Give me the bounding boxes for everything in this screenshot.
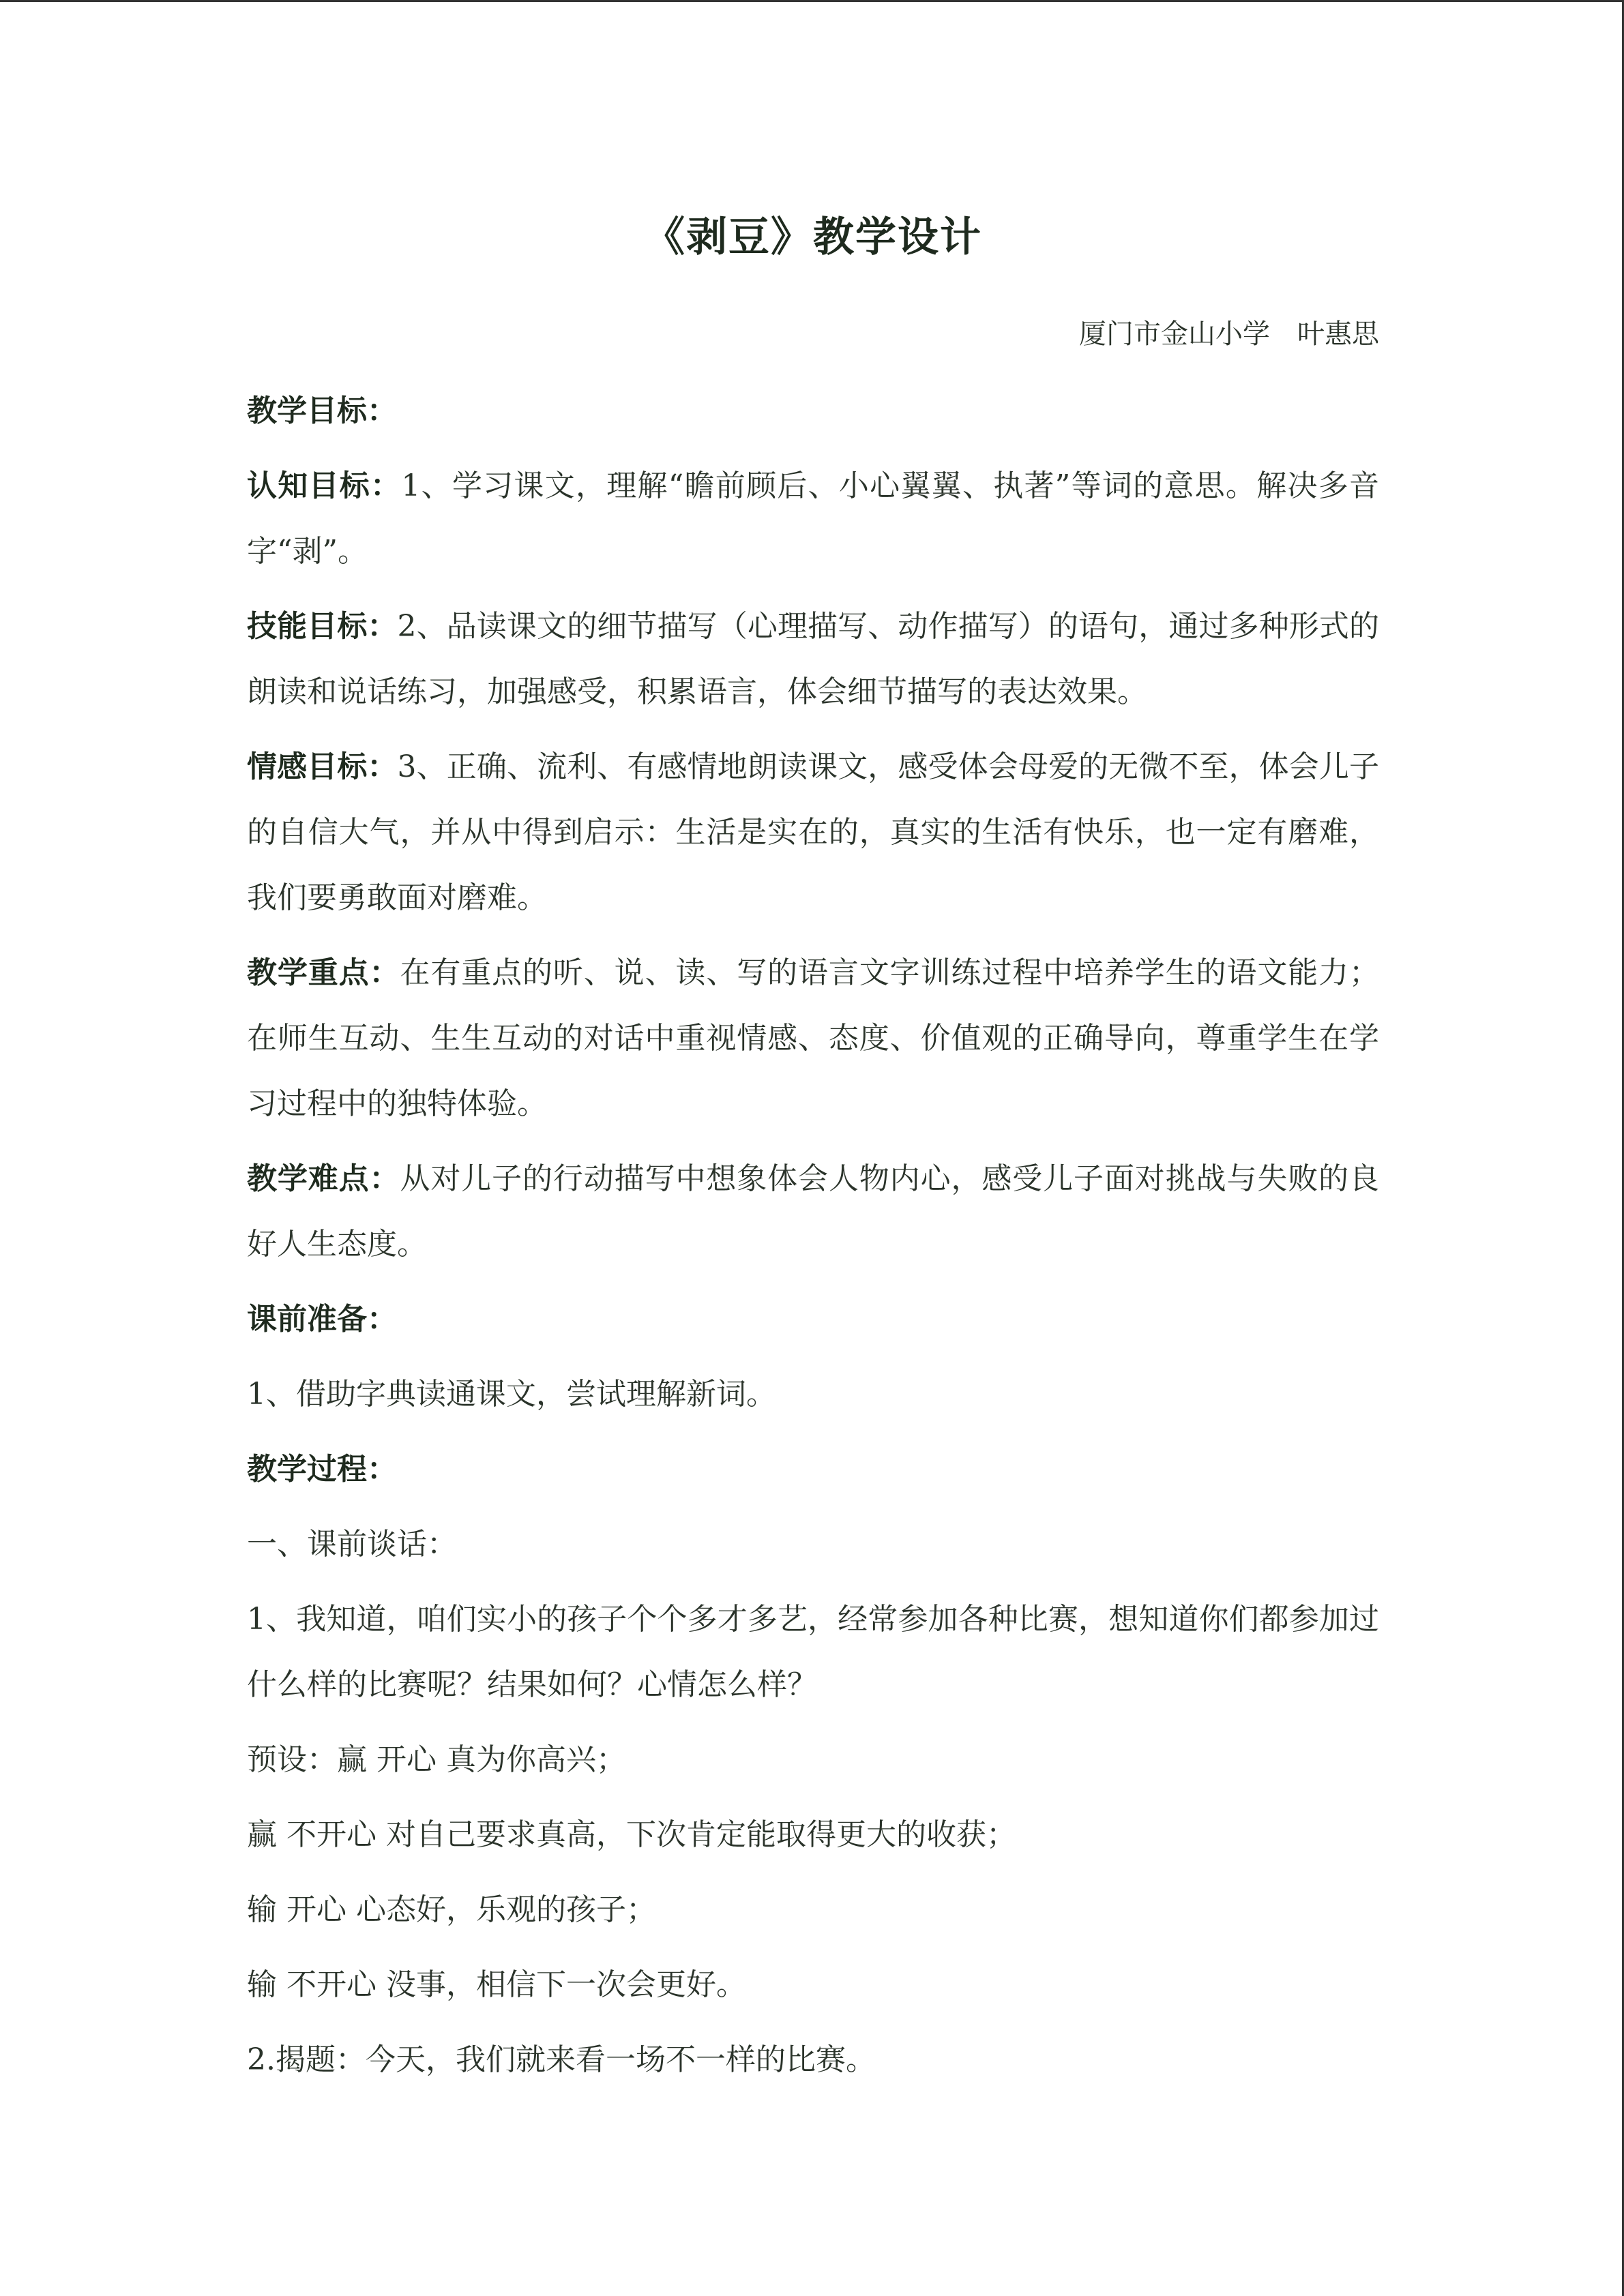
- teaching-key-points: [247, 940, 1379, 1137]
- key-label: 教学重点：: [247, 955, 400, 990]
- preset-line-4: 输 不开心 没事，相信下一次会更好。: [247, 1967, 746, 2002]
- cognitive-text: 1、学习课文，理解“瞻前顾后、小心翼翼、执著”等词的意思。解决多音字“剥”。: [247, 468, 1380, 569]
- preset-line-3: 输 开心 心态好，乐观的孩子；: [247, 1892, 656, 1927]
- skill-objective: [247, 594, 1379, 725]
- emotion-objective: [247, 734, 1379, 931]
- skill-text: 2、品读课文的细节描写（心理描写、动作描写）的语句，通过多种形式的朗读和说话练习，加强感受，积累语言，体会细节描写的表达效果。: [247, 609, 1379, 709]
- prep-heading: 课前准备：: [247, 1302, 397, 1337]
- cognitive-label: 认知目标：: [247, 468, 402, 503]
- page-top-border: [0, 0, 1624, 2]
- document-author: 厦门市金山小学 叶惠思: [1079, 318, 1379, 350]
- reveal-line: 2.揭题：今天，我们就来看一场不一样的比赛。: [247, 2042, 876, 2077]
- skill-label: 技能目标：: [247, 609, 398, 644]
- key-text: 在有重点的听、说、读、写的语言文字训练过程中培养学生的语文能力；在师生互动、生生互动的对话中重视情感、态度、价值观的正确导向，尊重学生在学习过程中的独特体验。: [247, 955, 1380, 1121]
- document-title: 《剥豆》教学设计: [644, 213, 982, 261]
- emotion-label: 情感目标：: [247, 749, 398, 784]
- prep-item: 1、借助字典读通课文，尝试理解新词。: [247, 1377, 776, 1412]
- teaching-difficulties: [247, 1146, 1379, 1277]
- difficulty-label: 教学难点：: [247, 1161, 400, 1196]
- preset-line-1: 预设：赢 开心 真为你高兴；: [247, 1742, 626, 1777]
- objectives-heading: 教学目标：: [247, 393, 397, 428]
- document-body: [247, 378, 1379, 2102]
- process-heading: 教学过程：: [247, 1452, 397, 1487]
- cognitive-objective: [247, 453, 1379, 584]
- difficulty-text: 从对儿子的行动描写中想象体会人物内心，感受儿子面对挑战与失败的良好人生态度。: [247, 1161, 1380, 1262]
- talk-heading: 一、课前谈话：: [247, 1527, 457, 1562]
- emotion-text: 3、正确、流利、有感情地朗读课文，感受体会母爱的无微不至，体会儿子的自信大气，并从中得到启示：生活是实在的，真实的生活有快乐，也一定有磨难，我们要勇敢面对磨难。: [247, 749, 1379, 915]
- preset-line-2: 赢 不开心 对自己要求真高，下次肯定能取得更大的收获；: [247, 1817, 1016, 1852]
- talk-item-1: 1、我知道，咱们实小的孩子个个多才多艺，经常参加各种比赛，想知道你们都参加过什么样的比赛呢？结果如何？心情怎么样？: [247, 1602, 1379, 1702]
